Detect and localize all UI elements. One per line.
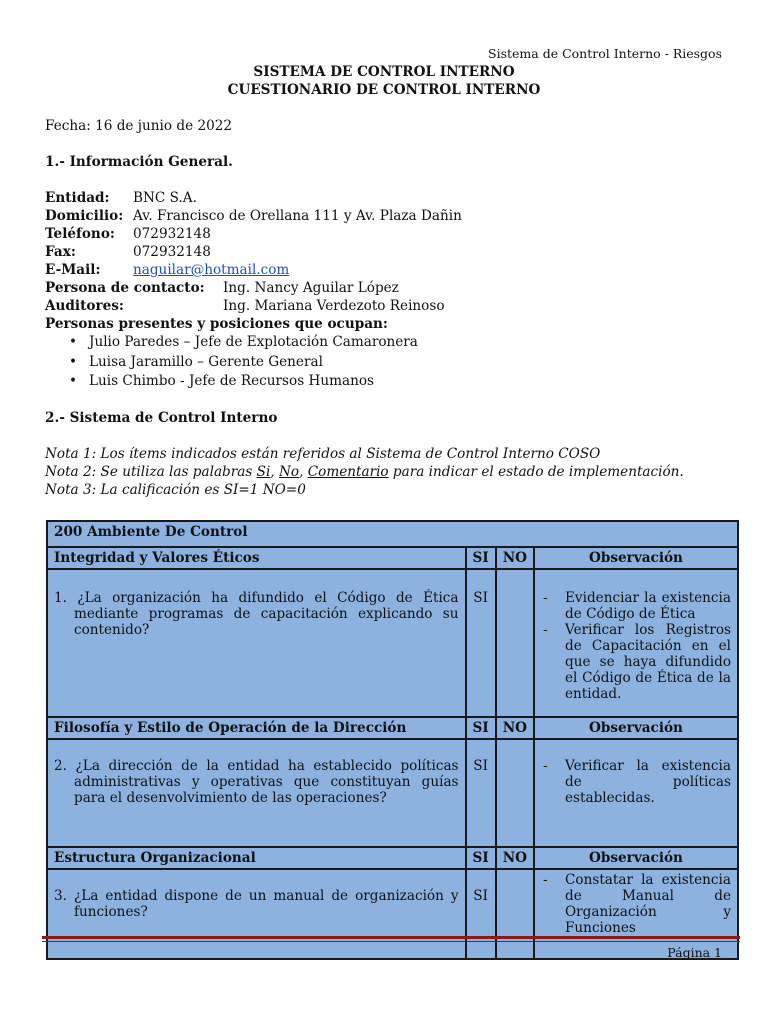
note-2-prefix: Nota 2: Se utiliza las palabras — [45, 464, 257, 480]
group-header-row — [47, 717, 738, 739]
group-name: Filosofía y Estilo de Operación de la Dirección — [47, 717, 466, 739]
col-obs-header: Observación — [534, 847, 738, 869]
observation-item: - Constatar la existencia de Manual de Organización y Funciones — [541, 872, 731, 936]
section-1-heading: 1.- Información General. — [45, 154, 233, 170]
observation-cell — [534, 569, 738, 717]
col-obs-header: Observación — [534, 717, 738, 739]
no-cell — [496, 869, 534, 959]
table-row — [47, 739, 738, 847]
footer-rule-thin — [42, 941, 740, 942]
col-si-header: SI — [466, 717, 496, 739]
observation-item: - Verificar la existencia de políticas establecidas. — [541, 758, 731, 806]
list-item: • Luisa Jaramillo – Gerente General — [89, 354, 418, 374]
note-2-suffix: para indicar el estado de implementación. — [388, 464, 684, 480]
field-label: Persona de contacto: — [45, 280, 205, 296]
group-header-row — [47, 847, 738, 869]
field-value: Ing. Nancy Aguilar López — [223, 280, 399, 296]
col-si-header: SI — [466, 547, 496, 569]
document-subtitle: CUESTIONARIO DE CONTROL INTERNO — [227, 82, 541, 98]
observation-item: - Verificar los Registros de Capacitación en el que se haya difundido el Código de Ética de la entidad. — [541, 622, 731, 702]
people-heading: Personas presentes y posiciones que ocupan: — [45, 316, 388, 332]
people-list — [45, 334, 418, 393]
section-2-heading: 2.- Sistema de Control Interno — [45, 410, 278, 426]
page-number: Página 1 — [667, 945, 722, 960]
field-label: E-Mail: — [45, 262, 101, 278]
observation-item: - Evidenciar la existencia de Código de Ética — [541, 590, 731, 622]
list-item: • Luis Chimbo - Jefe de Recursos Humanos — [89, 373, 418, 393]
note-2-sep: , — [299, 464, 308, 480]
col-no-header: NO — [496, 847, 534, 869]
group-name: Integridad y Valores Éticos — [47, 547, 466, 569]
note-2-no: No — [278, 464, 300, 480]
control-table — [46, 520, 739, 960]
table-title: 200 Ambiente De Control — [47, 521, 738, 547]
note-2-comentario: Comentario — [307, 464, 389, 480]
table-row — [47, 569, 738, 717]
list-item: • Julio Paredes – Jefe de Explotación Camaronera — [89, 334, 418, 354]
field-fax — [45, 244, 211, 260]
field-auditores — [45, 298, 445, 314]
table-title-row — [47, 521, 738, 547]
document-title: SISTEMA DE CONTROL INTERNO — [253, 64, 515, 80]
si-cell: SI — [466, 569, 496, 717]
col-no-header: NO — [496, 717, 534, 739]
no-cell — [496, 569, 534, 717]
field-value: 072932148 — [133, 244, 211, 260]
field-label: Auditores: — [45, 298, 124, 314]
question-cell: 2. ¿La dirección de la entidad ha establecido políticas administrativas y operativas que constituyan guías para el desenvolvimiento de las operaciones? — [47, 739, 466, 847]
field-domicilio — [45, 208, 462, 224]
running-header: Sistema de Control Interno - Riesgos — [488, 46, 722, 61]
field-entidad — [45, 190, 197, 206]
field-label: Fax: — [45, 244, 76, 260]
field-value: Av. Francisco de Orellana 111 y Av. Plaza Dañin — [133, 208, 462, 224]
note-2-sep: , — [270, 464, 279, 480]
footer-rule — [42, 936, 740, 939]
no-cell — [496, 739, 534, 847]
observation-cell — [534, 739, 738, 847]
note-2 — [45, 464, 684, 480]
field-value: BNC S.A. — [133, 190, 197, 206]
field-contacto — [45, 280, 399, 296]
field-telefono — [45, 226, 211, 242]
note-1: Nota 1: Los ítems indicados están referidos al Sistema de Control Interno COSO — [45, 446, 601, 462]
field-label: Entidad: — [45, 190, 110, 206]
note-2-si: Si — [256, 464, 271, 480]
field-value: 072932148 — [133, 226, 211, 242]
col-no-header: NO — [496, 547, 534, 569]
date-line: Fecha: 16 de junio de 2022 — [45, 118, 233, 134]
table-row — [47, 869, 738, 959]
group-name: Estructura Organizacional — [47, 847, 466, 869]
question-cell: 3. ¿La entidad dispone de un manual de organización y funciones? — [47, 869, 466, 959]
question-cell: 1. ¿La organización ha difundido el Código de Ética mediante programas de capacitación explicando su contenido? — [47, 569, 466, 717]
field-label: Domicilio: — [45, 208, 124, 224]
col-si-header: SI — [466, 847, 496, 869]
field-value: Ing. Mariana Verdezoto Reinoso — [223, 298, 445, 314]
field-label: Teléfono: — [45, 226, 115, 242]
note-3: Nota 3: La calificación es SI=1 NO=0 — [45, 482, 306, 498]
si-cell: SI — [466, 869, 496, 959]
col-obs-header: Observación — [534, 547, 738, 569]
email-link[interactable]: naguilar@hotmail.com — [133, 262, 290, 278]
field-email — [45, 262, 289, 278]
group-header-row — [47, 547, 738, 569]
si-cell: SI — [466, 739, 496, 847]
